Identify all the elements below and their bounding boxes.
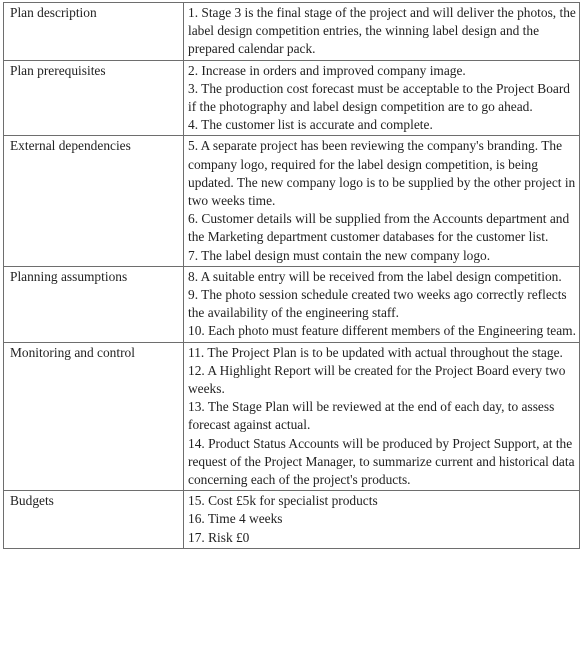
plan-item: 15. Cost £5k for specialist products [188,493,378,509]
row-content [184,491,580,549]
plan-item: 3. The production cost forecast must be acceptable to the Project Board if the photography and label design competition are to go ahead. [188,80,571,115]
plan-item: 8. A suitable entry will be received from the label design competition. [188,268,562,284]
row-label: Plan prerequisites [4,60,184,136]
plan-item: 11. The Project Plan is to be updated with actual throughout the stage. [188,344,563,360]
plan-item: 1. Stage 3 is the final stage of the project and will deliver the photos, the label design competition entries, the winning label design and the prepared calendar pack. [188,5,576,57]
table-row [4,342,580,491]
row-content [184,60,580,136]
plan-item: 12. A Highlight Report will be created for the Project Board every two weeks. [188,362,566,397]
plan-item: 6. Customer details will be supplied from the Accounts department and the Marketing department customer databases for the customer list. [188,211,570,245]
plan-item: 14. Product Status Accounts will be produced by Project Support, at the request of the Project Manager, to summarize current and historical data concerning each of the project's products. [188,435,575,488]
row-label: External dependencies [4,136,184,266]
plan-item: 13. The Stage Plan will be reviewed at the end of each day, to assess forecast against actual. [188,399,555,433]
row-label: Planning assumptions [4,266,184,342]
row-content [184,266,580,342]
table-row [4,136,580,266]
plan-item: 17. Risk £0 [188,529,250,545]
table-row [4,266,580,342]
plan-item: 2. Increase in orders and improved company image. [188,62,466,78]
table-row [4,491,580,549]
table-row [4,60,580,136]
row-content [184,342,580,491]
plan-item: 4. The customer list is accurate and complete. [188,117,433,133]
plan-item: 16. Time 4 weeks [188,511,283,527]
row-label: Monitoring and control [4,342,184,491]
plan-item: 7. The label design must contain the new company logo. [188,247,491,263]
plan-item: 5. A separate project has been reviewing the company's branding. The company logo, required for the label design competition, is being updated. The new company logo is to be supplied by the other project in two weeks time. [188,138,576,209]
plan-item: 9. The photo session schedule created two weeks ago correctly reflects the availability of the engineering staff. [188,287,567,321]
stage-plan-table [3,2,580,549]
table-row [4,3,580,61]
row-label: Plan description [4,3,184,61]
row-label: Budgets [4,491,184,549]
plan-item: 10. Each photo must feature different members of the Engineering team. [188,323,576,339]
row-content [184,136,580,266]
row-content [184,3,580,61]
